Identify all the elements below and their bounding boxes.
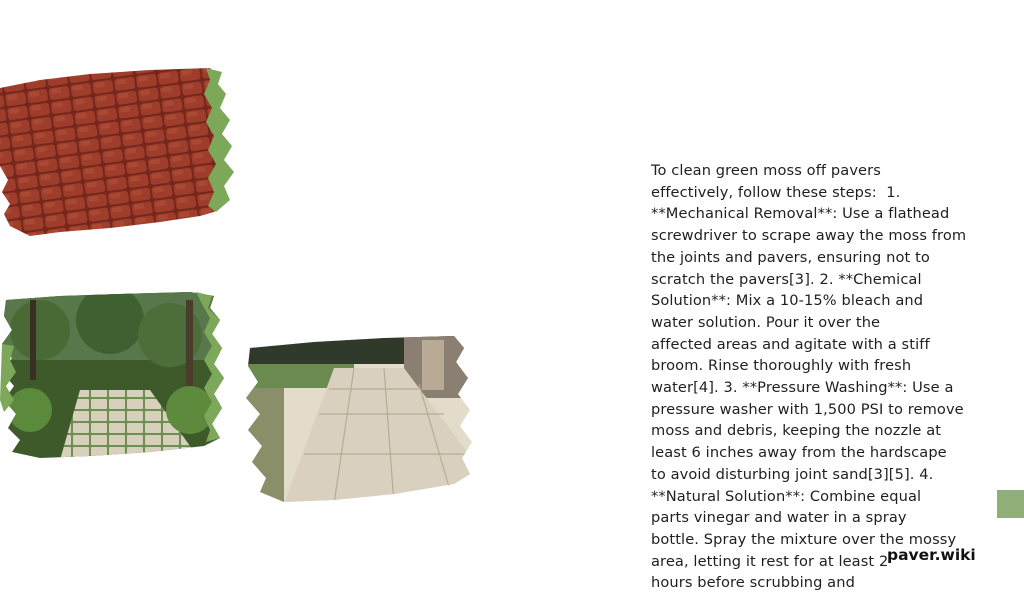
patio-pavers-photo xyxy=(244,334,476,504)
article-body-text: To clean green moss off pavers effectively, follow these steps: 1. **Mechanical Removal**: Use a flathead screwdriver to scrape away the moss from the joints and pavers, ensuring not to scratch the pavers[3]. 2. **Chemical Solution**: Mix a 10-15% bleach and water solution. Pour it over the affected areas and agitate with a stiff broom. Rinse thoroughly with fresh water[4]. 3. **Pressure Washing**: Use a pressure washer with 1,500 PSI to remove moss and debris, keeping the nozzle at least 6 inches away from the hardscape to avoid disturbing joint sand[3][5]. 4. **Natural Solution**: Combine equal parts vinegar and water in a spray bottle. Spray the mixture over the mossy area, letting it rest for at least 2 hours before scrubbing and xyxy=(651,162,967,592)
brick-paver-photo xyxy=(0,66,236,238)
garden-path-photo xyxy=(0,290,228,460)
accent-block xyxy=(997,490,1024,518)
site-brand-label[interactable]: paver.wiki xyxy=(887,546,976,564)
